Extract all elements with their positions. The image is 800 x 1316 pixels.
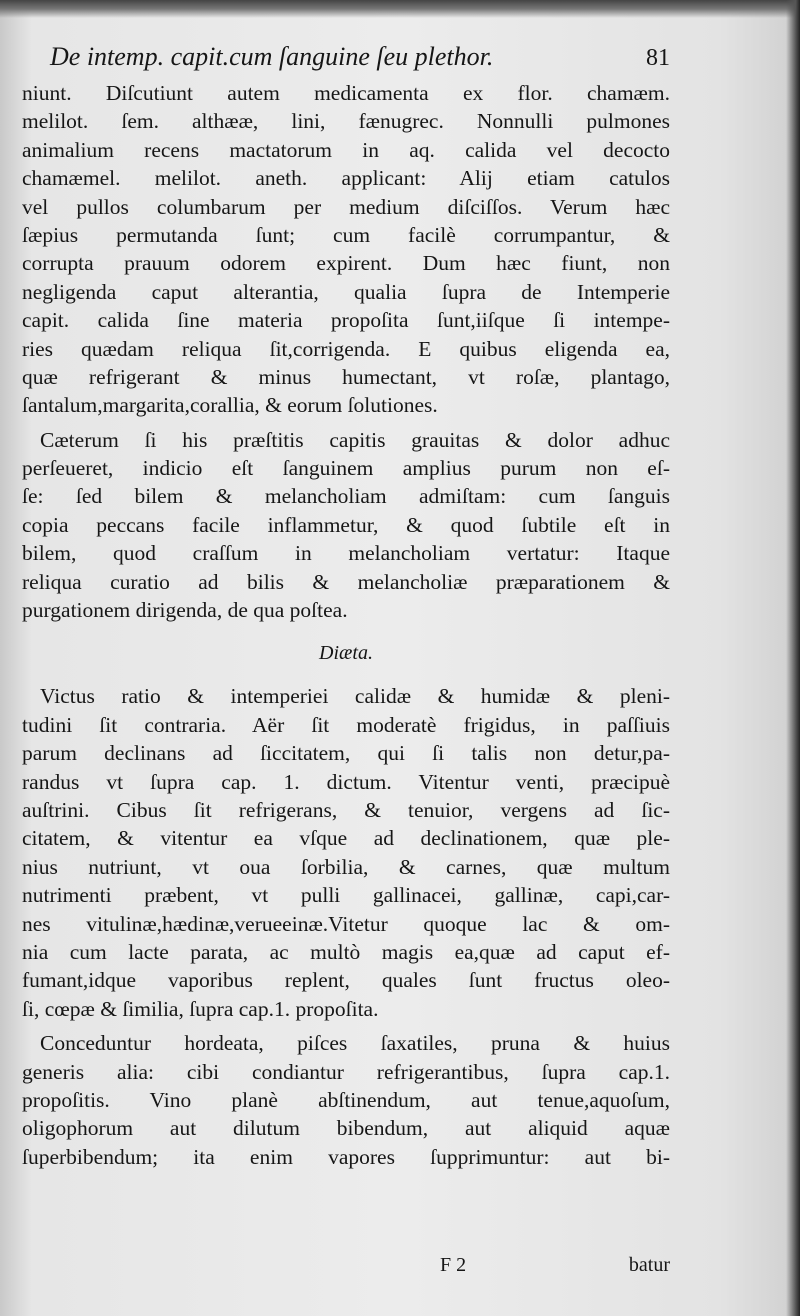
text-line: bilem, quod craſſum in melancholiam vertatur: Itaque bbox=[22, 541, 670, 566]
text-line: perſeueret, indicio eſt ſanguinem amplius purum non eſ- bbox=[22, 456, 670, 481]
text-line: randus vt ſupra cap. 1. dictum. Vitentur venti, præcipuè bbox=[22, 769, 670, 794]
text-line: Conceduntur hordeata, piſces ſaxatiles, pruna & huius bbox=[40, 1031, 670, 1056]
text-line: purgationem dirigenda, de qua poſtea. bbox=[22, 598, 348, 623]
paragraph-1 bbox=[22, 79, 670, 420]
text-line: corrupta prauum odorem expirent. Dum hæc fiunt, non bbox=[22, 251, 670, 276]
text-line: chamæmel. melilot. aneth. applicant: Alij etiam catulos bbox=[22, 166, 670, 191]
running-title: De intemp. capit.cum ſanguine ſeu plethor. bbox=[50, 42, 494, 71]
text-line: quæ refrigerant & minus humectant, vt roſæ, plantago, bbox=[22, 364, 670, 389]
text-line: nes vitulinæ,hædinæ,verueeinæ.Vitetur quoque lac & om- bbox=[22, 911, 670, 936]
text-line: ſæpius permutanda ſunt; cum facilè corrumpantur, & bbox=[22, 222, 670, 247]
text-line: generis alia: cibi condiantur refrigerantibus, ſupra cap.1. bbox=[22, 1059, 670, 1084]
page-binding-edge bbox=[786, 0, 800, 1316]
signature-mark: F 2 bbox=[440, 1254, 467, 1276]
text-block bbox=[22, 40, 670, 1171]
text-line: parum declinans ad ſiccitatem, qui ſi talis non detur,pa- bbox=[22, 741, 670, 766]
text-line: negligenda caput alterantia, qualia ſupra de Intemperie bbox=[22, 279, 670, 304]
paragraph-2 bbox=[22, 426, 670, 625]
text-line: ries quædam reliqua ſit,corrigenda. E quibus eligenda ea, bbox=[22, 336, 670, 361]
text-line: Victus ratio & intemperiei calidæ & humidæ & pleni- bbox=[40, 684, 670, 709]
page-number: 81 bbox=[646, 45, 670, 71]
text-line: ſe: ſed bilem & melancholiam admiſtam: cum ſanguis bbox=[22, 484, 670, 509]
catchword: batur bbox=[628, 1254, 670, 1276]
text-line: vel pullos columbarum per medium diſciſſos. Verum hæc bbox=[22, 194, 670, 219]
text-line: auſtrini. Cibus ſit refrigerans, & tenuior, vergens ad ſic- bbox=[22, 797, 670, 822]
text-line: ſantalum,margarita,corallia, & eorum ſolutiones. bbox=[22, 393, 438, 418]
text-line: nutrimenti præbent, vt pulli gallinacei, gallinæ, capi,car- bbox=[22, 883, 670, 908]
running-head bbox=[22, 40, 670, 75]
text-line: animalium recens mactatorum in aq. calida vel decocto bbox=[22, 137, 670, 162]
paragraph-4 bbox=[22, 1029, 670, 1171]
section-heading: Diæta. bbox=[319, 642, 373, 665]
text-line: oligophorum aut dilutum bibendum, aut aliquid aquæ bbox=[22, 1116, 670, 1141]
paragraph-3 bbox=[22, 682, 670, 1023]
text-line: nia cum lacte parata, ac multò magis ea,quæ ad caput ef- bbox=[22, 939, 670, 964]
page-top-shadow bbox=[0, 0, 800, 18]
text-line: nius nutriunt, vt oua ſorbilia, & carnes, quæ multum bbox=[22, 854, 670, 879]
text-line: ſuperbibendum; ita enim vapores ſupprimuntur: aut bi- bbox=[22, 1144, 670, 1169]
text-line: Cæterum ſi his præſtitis capitis grauitas & dolor adhuc bbox=[40, 427, 670, 452]
text-line: melilot. ſem. althææ, lini, fænugrec. Nonnulli pulmones bbox=[22, 109, 670, 134]
text-line: propoſitis. Vino planè abſtinendum, aut tenue,aquoſum, bbox=[22, 1087, 670, 1112]
text-line: fumant,idque vaporibus replent, quales ſunt fructus oleo- bbox=[22, 968, 670, 993]
text-line: ſi, cœpæ & ſimilia, ſupra cap.1. propoſita. bbox=[22, 996, 379, 1021]
text-line: capit. calida ſine materia propoſita ſunt,iiſque ſi intempe- bbox=[22, 308, 670, 333]
text-line: reliqua curatio ad bilis & melancholiæ præparationem & bbox=[22, 569, 670, 594]
text-line: copia peccans facile inflammetur, & quod ſubtile eſt in bbox=[22, 512, 670, 537]
text-line: tudini ſit contraria. Aër ſit moderatè frigidus, in paſſiuis bbox=[22, 712, 670, 737]
text-line: citatem, & vitentur ea vſque ad declinationem, quæ ple- bbox=[22, 826, 670, 851]
text-line: niunt. Diſcutiunt autem medicamenta ex flor. chamæm. bbox=[22, 81, 670, 105]
